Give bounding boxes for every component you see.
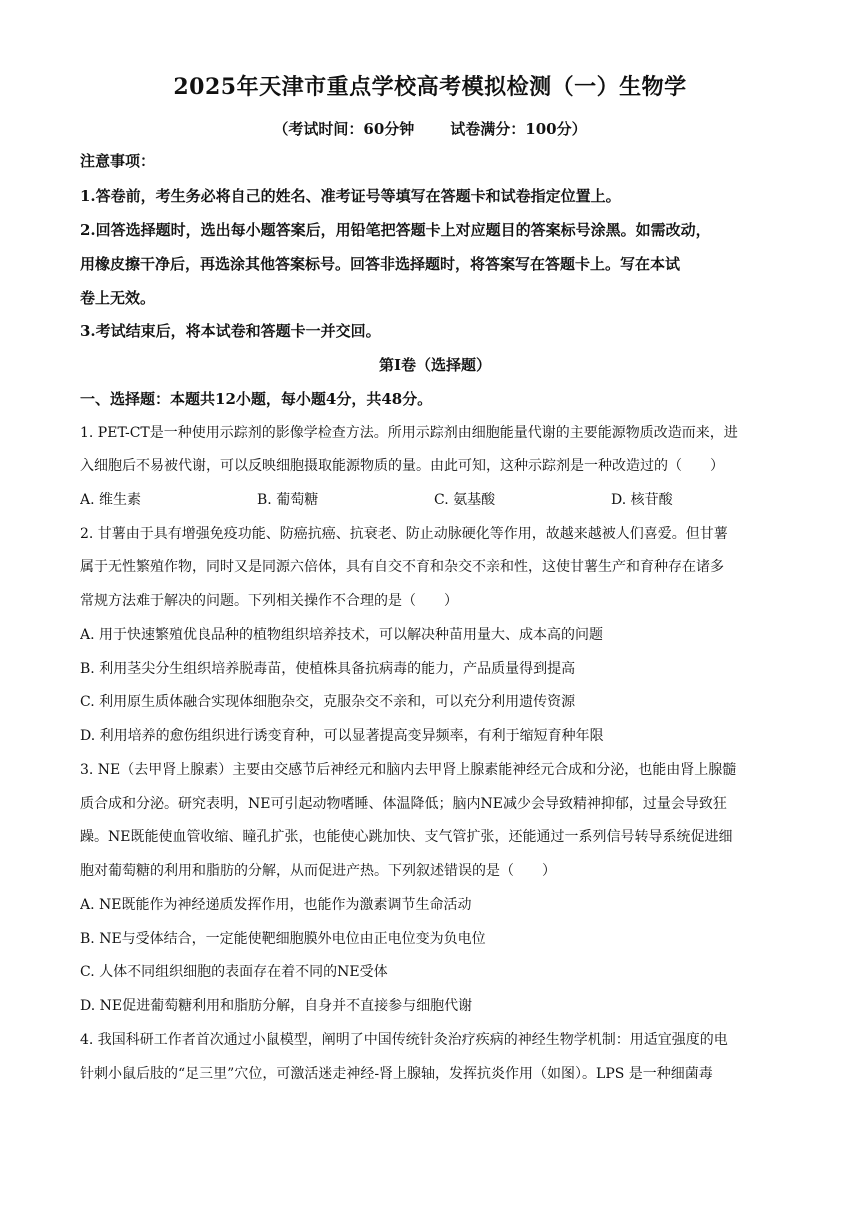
question-1-options — [80, 490, 790, 510]
section-heading: 一、选择题：本题共12小题，每小题4分，共48分。 — [80, 390, 433, 408]
notice-item: 用橡皮擦干净后，再选涂其他答案标号。回答非选择题时，将答案写在答题卡上。写在本试 — [80, 255, 681, 273]
option-b: B. 葡萄糖 — [257, 492, 319, 508]
option-b: B. 利用茎尖分生组织培养脱毒苗，使植株具备抗病毒的能力，产品质量得到提高 — [80, 661, 576, 677]
page-title: 2025年天津市重点学校高考模拟检测（一）生物学 — [173, 74, 687, 100]
option-c: C. 氨基酸 — [434, 492, 496, 508]
notice-item: 2.回答选择题时，选出每小题答案后，用铅笔把答题卡上对应题目的答案标号涂黑。如需改动， — [80, 221, 711, 239]
option-a: A. 用于快速繁殖优良品种的植物组织培养技术，可以解决种苗用量大、成本高的问题 — [80, 627, 604, 643]
option-d: D. NE促进葡萄糖利用和脂肪分解，自身并不直接参与细胞代谢 — [80, 998, 473, 1014]
option-a: A. NE既能作为神经递质发挥作用，也能作为激素调节生命活动 — [80, 897, 472, 913]
option-a: A. 维生素 — [80, 492, 142, 508]
notice-item: 3.考试结束后，将本试卷和答题卡一并交回。 — [80, 322, 381, 340]
notice-item: 1.答卷前，考生务必将自己的姓名、准考证号等填写在答题卡和试卷指定位置上。 — [80, 187, 621, 205]
option-d: D. 利用培养的愈伤组织进行诱变育种，可以显著提高变异频率，有利于缩短育种年限 — [80, 728, 604, 744]
full-score: 试卷满分：100分） — [450, 120, 587, 138]
question-3-line: 质合成和分泌。研究表明，NE可引起动物嗜睡、体温降低；脑内NE减少会导致精神抑郁，过量会导致狂 — [80, 796, 727, 812]
option-d: D. 核苷酸 — [611, 492, 673, 508]
question-4-line: 4. 我国科研工作者首次通过小鼠模型，阐明了中国传统针灸治疗疾病的神经生物学机制：用适宜强度的电 — [80, 1032, 728, 1048]
option-c: C. 人体不同组织细胞的表面存在着不同的NE受体 — [80, 964, 388, 980]
exam-info — [0, 118, 860, 139]
notice-item: 卷上无效。 — [80, 289, 156, 307]
question-2-line: 2. 甘薯由于具有增强免疫功能、防癌抗癌、抗衰老、防止动脉硬化等作用，故越来越被人们喜爱。但甘薯 — [80, 526, 728, 542]
volume-heading: 第Ⅰ卷（选择题） — [378, 356, 492, 374]
option-c: C. 利用原生质体融合实现体细胞杂交，克服杂交不亲和，可以充分利用遗传资源 — [80, 694, 576, 710]
question-1-line: 入细胞后不易被代谢，可以反映细胞摄取能源物质的量。由此可知，这种示踪剂是一种改造过的（ ） — [80, 458, 724, 474]
question-1-line: 1. PET-CT是一种使用示踪剂的影像学检查方法。所用示踪剂由细胞能量代谢的主要能源物质改造而来，进 — [80, 425, 738, 441]
question-3-line: 胞对葡萄糖的利用和脂肪的分解，从而促进产热。下列叙述错误的是（ ） — [80, 863, 556, 879]
question-2-line: 常规方法难于解决的问题。下列相关操作不合理的是（ ） — [80, 593, 458, 609]
exam-time: （考试时间：60分钟 — [273, 120, 415, 138]
question-4-line: 针刺小鼠后肢的“足三里”穴位，可激活迷走神经-肾上腺轴，发挥抗炎作用（如图）。LPS 是一种细菌毒 — [80, 1066, 713, 1082]
notice-heading: 注意事项： — [80, 152, 156, 170]
question-3-line: 躁。NE既能使血管收缩、瞳孔扩张，也能使心跳加快、支气管扩张，还能通过一系列信号转导系统促进细 — [80, 829, 733, 845]
option-b: B. NE与受体结合，一定能使靶细胞膜外电位由正电位变为负电位 — [80, 931, 486, 947]
question-3-line: 3. NE（去甲肾上腺素）主要由交感节后神经元和脑内去甲肾上腺素能神经元合成和分泌，也能由肾上腺髓 — [80, 762, 737, 778]
question-2-line: 属于无性繁殖作物，同时又是同源六倍体，具有自交不育和杂交不亲和性，这使甘薯生产和育种存在诸多 — [80, 559, 724, 575]
